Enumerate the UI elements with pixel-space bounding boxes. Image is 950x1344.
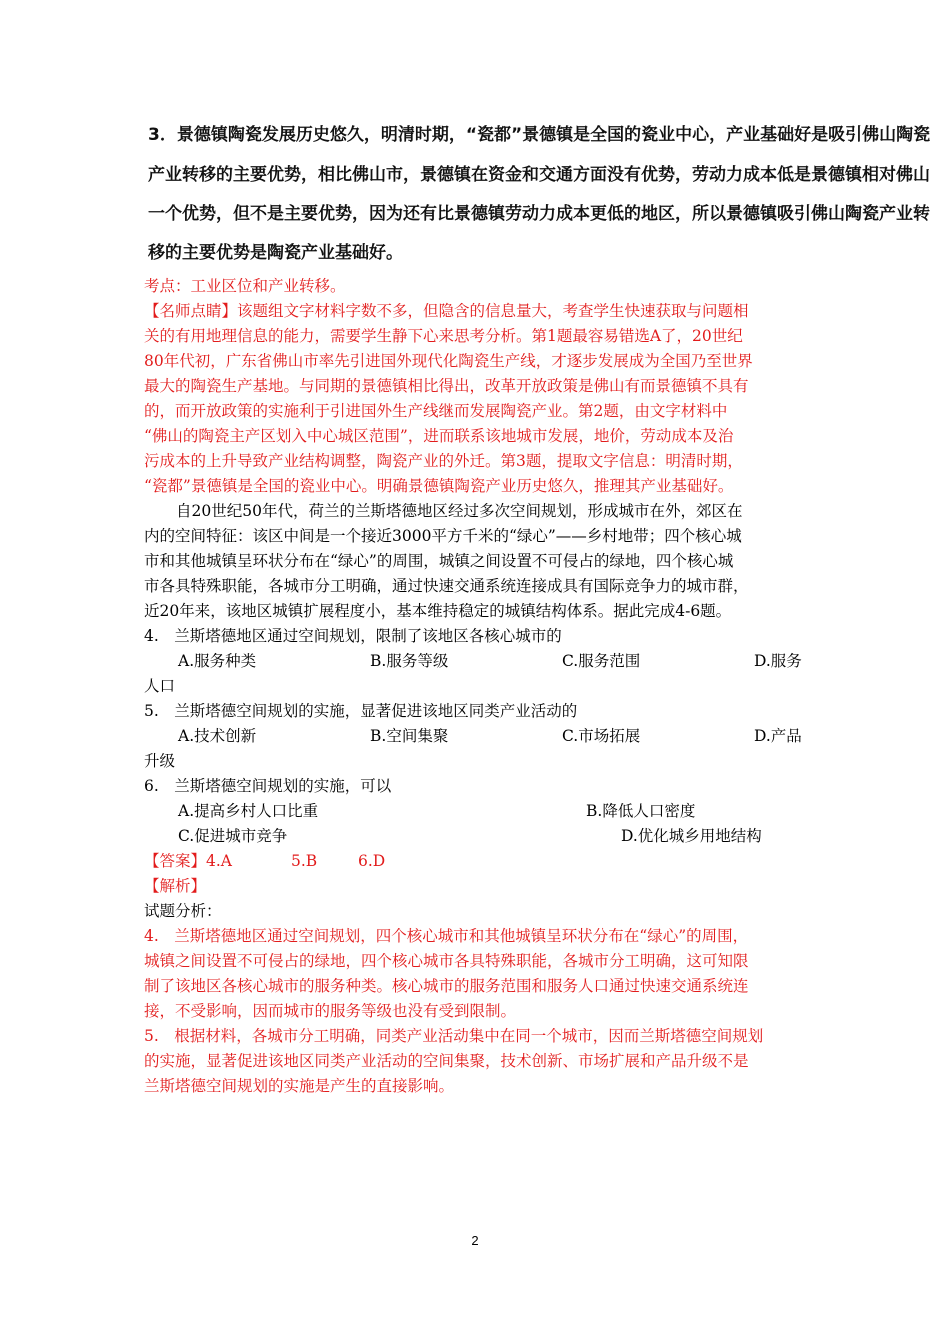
option-d-continued: 升级 bbox=[144, 752, 176, 770]
teacher-note-line: 最大的陶瓷生产基地。与同期的景德镇相比得出，改革开放政策是佛山有而景德镇不具有 bbox=[144, 377, 749, 395]
teacher-note-line: 的，而开放政策的实施利于引进国外生产线继而发展陶瓷产业。第2题，由文字材料中 bbox=[144, 402, 728, 420]
question-stem: 6. 兰斯塔德空间规划的实施，可以 bbox=[144, 777, 392, 795]
teacher-note-line: 污成本的上升导致产业结构调整，陶瓷产业的外迁。第3题，提取文字信息：明清时期， bbox=[144, 452, 743, 470]
paragraph-line: 移的主要优势是陶瓷产业基础好。 bbox=[148, 243, 403, 263]
option-a: A.技术创新 bbox=[178, 727, 257, 745]
answer-4: 4.A bbox=[206, 852, 232, 870]
analysis-line: 城镇之间设置不可侵占的绿地，四个核心城市各具特殊职能，各城市分工明确，这可知限 bbox=[144, 952, 749, 970]
question-stem: 5. 兰斯塔德空间规划的实施，显著促进该地区同类产业活动的 bbox=[144, 702, 578, 720]
option-c: C.服务范围 bbox=[562, 652, 641, 670]
option-d: D.产品 bbox=[754, 727, 802, 745]
analysis-line: 兰斯塔德空间规划的实施是产生的直接影响。 bbox=[144, 1077, 455, 1095]
option-d: D.服务 bbox=[754, 652, 802, 670]
option-a: A.提高乡村人口比重 bbox=[178, 802, 319, 820]
option-d-continued: 人口 bbox=[144, 677, 176, 695]
key-point: 考点：工业区位和产业转移。 bbox=[144, 277, 346, 295]
paragraph-line: 3．景德镇陶瓷发展历史悠久，明清时期，“瓷都”景德镇是全国的瓷业中心，产业基础好是吸引佛山陶瓷 bbox=[148, 125, 931, 145]
answer-6: 6.D bbox=[358, 852, 386, 870]
paragraph-line: 产业转移的主要优势，相比佛山市，景德镇在资金和交通方面没有优势，劳动力成本低是景德镇相对佛山 bbox=[148, 165, 930, 185]
paragraph-line: 自20世纪50年代，荷兰的兰斯塔德地区经过多次空间规划，形成城市在外，郊区在 bbox=[176, 502, 743, 520]
analysis-line: 的实施，显著促进该地区同类产业活动的空间集聚，技术创新、市场扩展和产品升级不是 bbox=[144, 1052, 749, 1070]
option-c: C.市场拓展 bbox=[562, 727, 641, 745]
paragraph-line: 一个优势，但不是主要优势，因为还有比景德镇劳动力成本更低的地区，所以景德镇吸引佛山陶瓷产业转 bbox=[148, 204, 930, 224]
paragraph-line: 内的空间特征：该区中间是一个接近3000平方千米的“绿心”——乡村地带；四个核心城 bbox=[144, 527, 742, 545]
teacher-note-line: “瓷都”景德镇是全国的瓷业中心。明确景德镇陶瓷产业历史悠久，推理其产业基础好。 bbox=[144, 477, 734, 495]
option-c: C.促进城市竞争 bbox=[178, 827, 288, 845]
paragraph-line: 市各具特殊职能，各城市分工明确，通过快速交通系统连接成具有国际竞争力的城市群， bbox=[144, 577, 749, 595]
analysis-line: 制了该地区各核心城市的服务种类。核心城市的服务范围和服务人口通过快速交通系统连 bbox=[144, 977, 749, 995]
analysis-line: 4. 兰斯塔德地区通过空间规划，四个核心城市和其他城镇呈环状分布在“绿心”的周围， bbox=[144, 927, 749, 945]
analysis-line: 接，不受影响，因而城市的服务等级也没有受到限制。 bbox=[144, 1002, 517, 1020]
option-d: D.优化城乡用地结构 bbox=[621, 827, 762, 845]
option-b: B.空间集聚 bbox=[370, 727, 449, 745]
paragraph-line: 市和其他城镇呈环状分布在“绿心”的周围，城镇之间设置不可侵占的绿地，四个核心城 bbox=[144, 552, 734, 570]
teacher-note-line: 【名师点睛】该题组文字材料字数不多，但隐含的信息量大，考查学生快速获取与问题相 bbox=[144, 302, 749, 320]
page-number: 2 bbox=[471, 1233, 479, 1248]
option-a: A.服务种类 bbox=[178, 652, 257, 670]
teacher-note-line: 80年代初，广东省佛山市率先引进国外现代化陶瓷生产线，才逐步发展成为全国乃至世界 bbox=[144, 352, 753, 370]
paragraph-line: 近20年来，该地区城镇扩展程度小，基本维持稳定的城镇结构体系。据此完成4-6题。 bbox=[144, 602, 732, 620]
question-stem: 4. 兰斯塔德地区通过空间规划，限制了该地区各核心城市的 bbox=[144, 627, 562, 645]
teacher-note-line: 关的有用地理信息的能力，需要学生静下心来思考分析。第1题最容易错选A了，20世纪 bbox=[144, 327, 743, 345]
analysis-line: 5. 根据材料，各城市分工明确，同类产业活动集中在同一个城市，因而兰斯塔德空间规划 bbox=[144, 1027, 764, 1045]
analysis-label: 【解析】 bbox=[144, 877, 207, 895]
teacher-note-line: “佛山的陶瓷主产区划入中心城区范围”，进而联系该地城市发展，地价，劳动成本及治 bbox=[144, 427, 734, 445]
answer-5: 5.B bbox=[291, 852, 318, 870]
option-b: B.服务等级 bbox=[370, 652, 449, 670]
analysis-heading: 试题分析： bbox=[144, 902, 222, 920]
answer-label: 【答案】 bbox=[144, 852, 207, 870]
option-b: B.降低人口密度 bbox=[586, 802, 696, 820]
